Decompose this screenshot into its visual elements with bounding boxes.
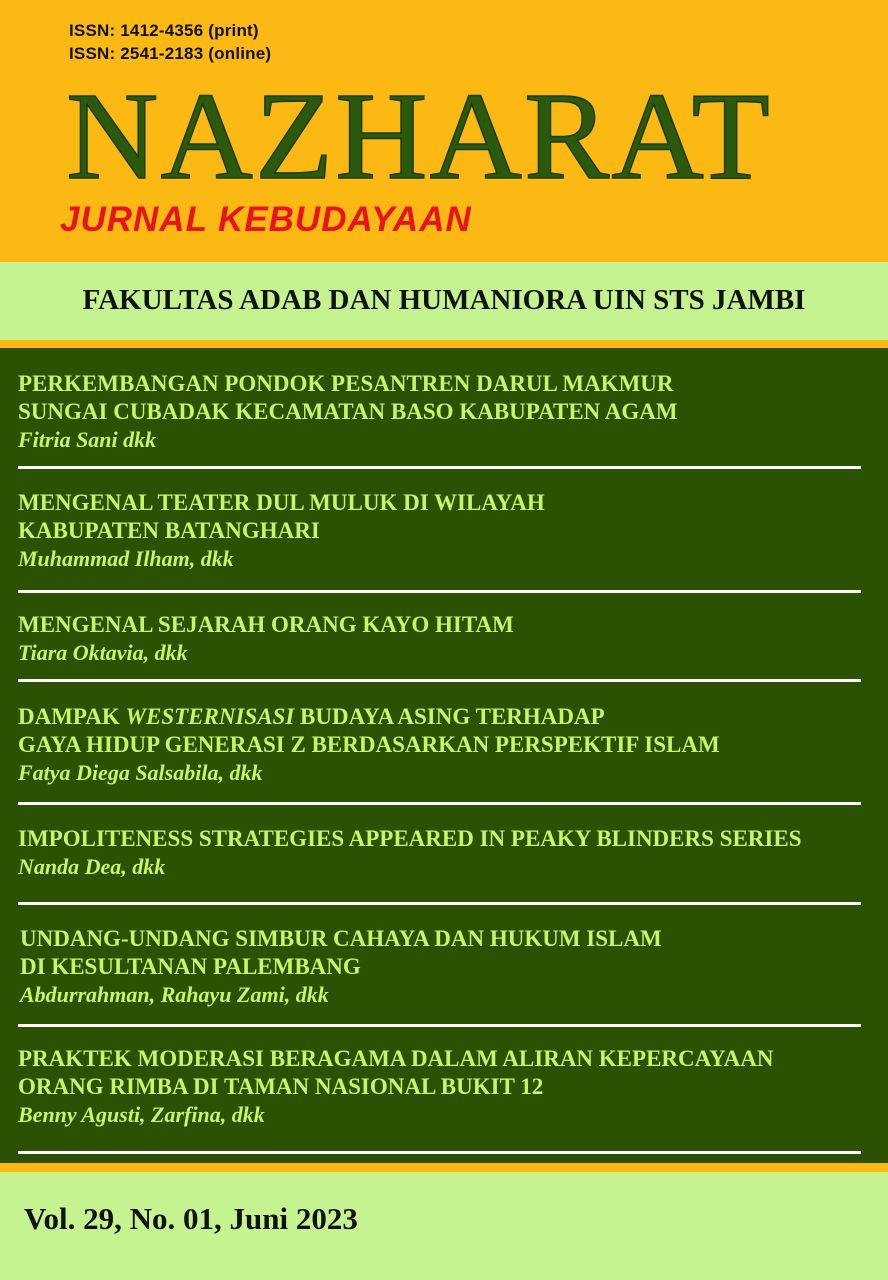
cover-header: [0, 0, 888, 262]
article-author: Nanda Dea, dkk: [18, 854, 166, 879]
article-title-line: ORANG RIMBA DI TAMAN NASIONAL BUKIT 12: [18, 1074, 544, 1099]
article-title-italic: WESTERNISASI: [125, 704, 295, 729]
article-separator: [18, 802, 861, 805]
divider-strip-bottom: [0, 1163, 888, 1171]
article-title-line: PRAKTEK MODERASI BERAGAMA DALAM ALIRAN KEPERCAYAAN: [18, 1046, 774, 1071]
article-title-line: DI KESULTANAN PALEMBANG: [20, 954, 361, 979]
article-title-line: PERKEMBANGAN PONDOK PESANTREN DARUL MAKMUR: [18, 371, 674, 396]
article-item: [18, 703, 883, 787]
article-title-line: SUNGAI CUBADAK KECAMATAN BASO KABUPATEN AGAM: [18, 399, 678, 424]
article-title-part: DAMPAK: [18, 704, 126, 729]
issn-online: ISSN: 2541-2183 (online): [69, 44, 272, 63]
article-author: Fatya Diega Salsabila, dkk: [18, 760, 263, 785]
article-author: Abdurrahman, Rahayu Zami, dkk: [20, 982, 329, 1007]
article-title-line: MENGENAL TEATER DUL MULUK DI WILAYAH: [18, 490, 545, 515]
article-separator: [18, 590, 861, 593]
journal-subtitle: JURNAL KEBUDAYAAN: [60, 200, 472, 239]
article-title-line: UNDANG-UNDANG SIMBUR CAHAYA DAN HUKUM ISLAM: [20, 926, 662, 951]
article-title-line: MENGENAL SEJARAH ORANG KAYO HITAM: [18, 612, 514, 637]
article-separator: [18, 1024, 861, 1027]
article-author: Muhammad Ilham, dkk: [18, 546, 234, 571]
journal-title: NAZHARAT: [66, 66, 772, 206]
article-author: Tiara Oktavia, dkk: [18, 640, 188, 665]
article-title-part: BUDAYA ASING TERHADAP: [294, 704, 605, 729]
article-author: Fitria Sani dkk: [18, 427, 157, 452]
issn-print: ISSN: 1412-4356 (print): [69, 21, 259, 40]
article-item: [18, 489, 883, 573]
article-separator: [18, 1151, 861, 1154]
article-item: [18, 1045, 883, 1129]
article-title-line: [18, 703, 883, 731]
volume-info: Vol. 29, No. 01, Juni 2023: [24, 1201, 358, 1236]
article-title-line: IMPOLITENESS STRATEGIES APPEARED IN PEAKY BLINDERS SERIES: [18, 826, 802, 851]
faculty-name: FAKULTAS ADAB DAN HUMANIORA UIN STS JAMBI: [82, 284, 806, 316]
divider-strip-top: [0, 340, 888, 348]
article-item: [20, 925, 885, 1009]
article-separator: [18, 679, 861, 682]
article-separator: [18, 466, 861, 469]
article-item: [18, 825, 883, 881]
article-author: Benny Agusti, Zarfina, dkk: [18, 1102, 265, 1127]
article-item: [18, 370, 883, 454]
article-item: [18, 611, 883, 667]
article-separator: [18, 902, 861, 905]
article-title-line: GAYA HIDUP GENERASI Z BERDASARKAN PERSPEKTIF ISLAM: [18, 732, 720, 757]
article-title-line: KABUPATEN BATANGHARI: [18, 518, 320, 543]
